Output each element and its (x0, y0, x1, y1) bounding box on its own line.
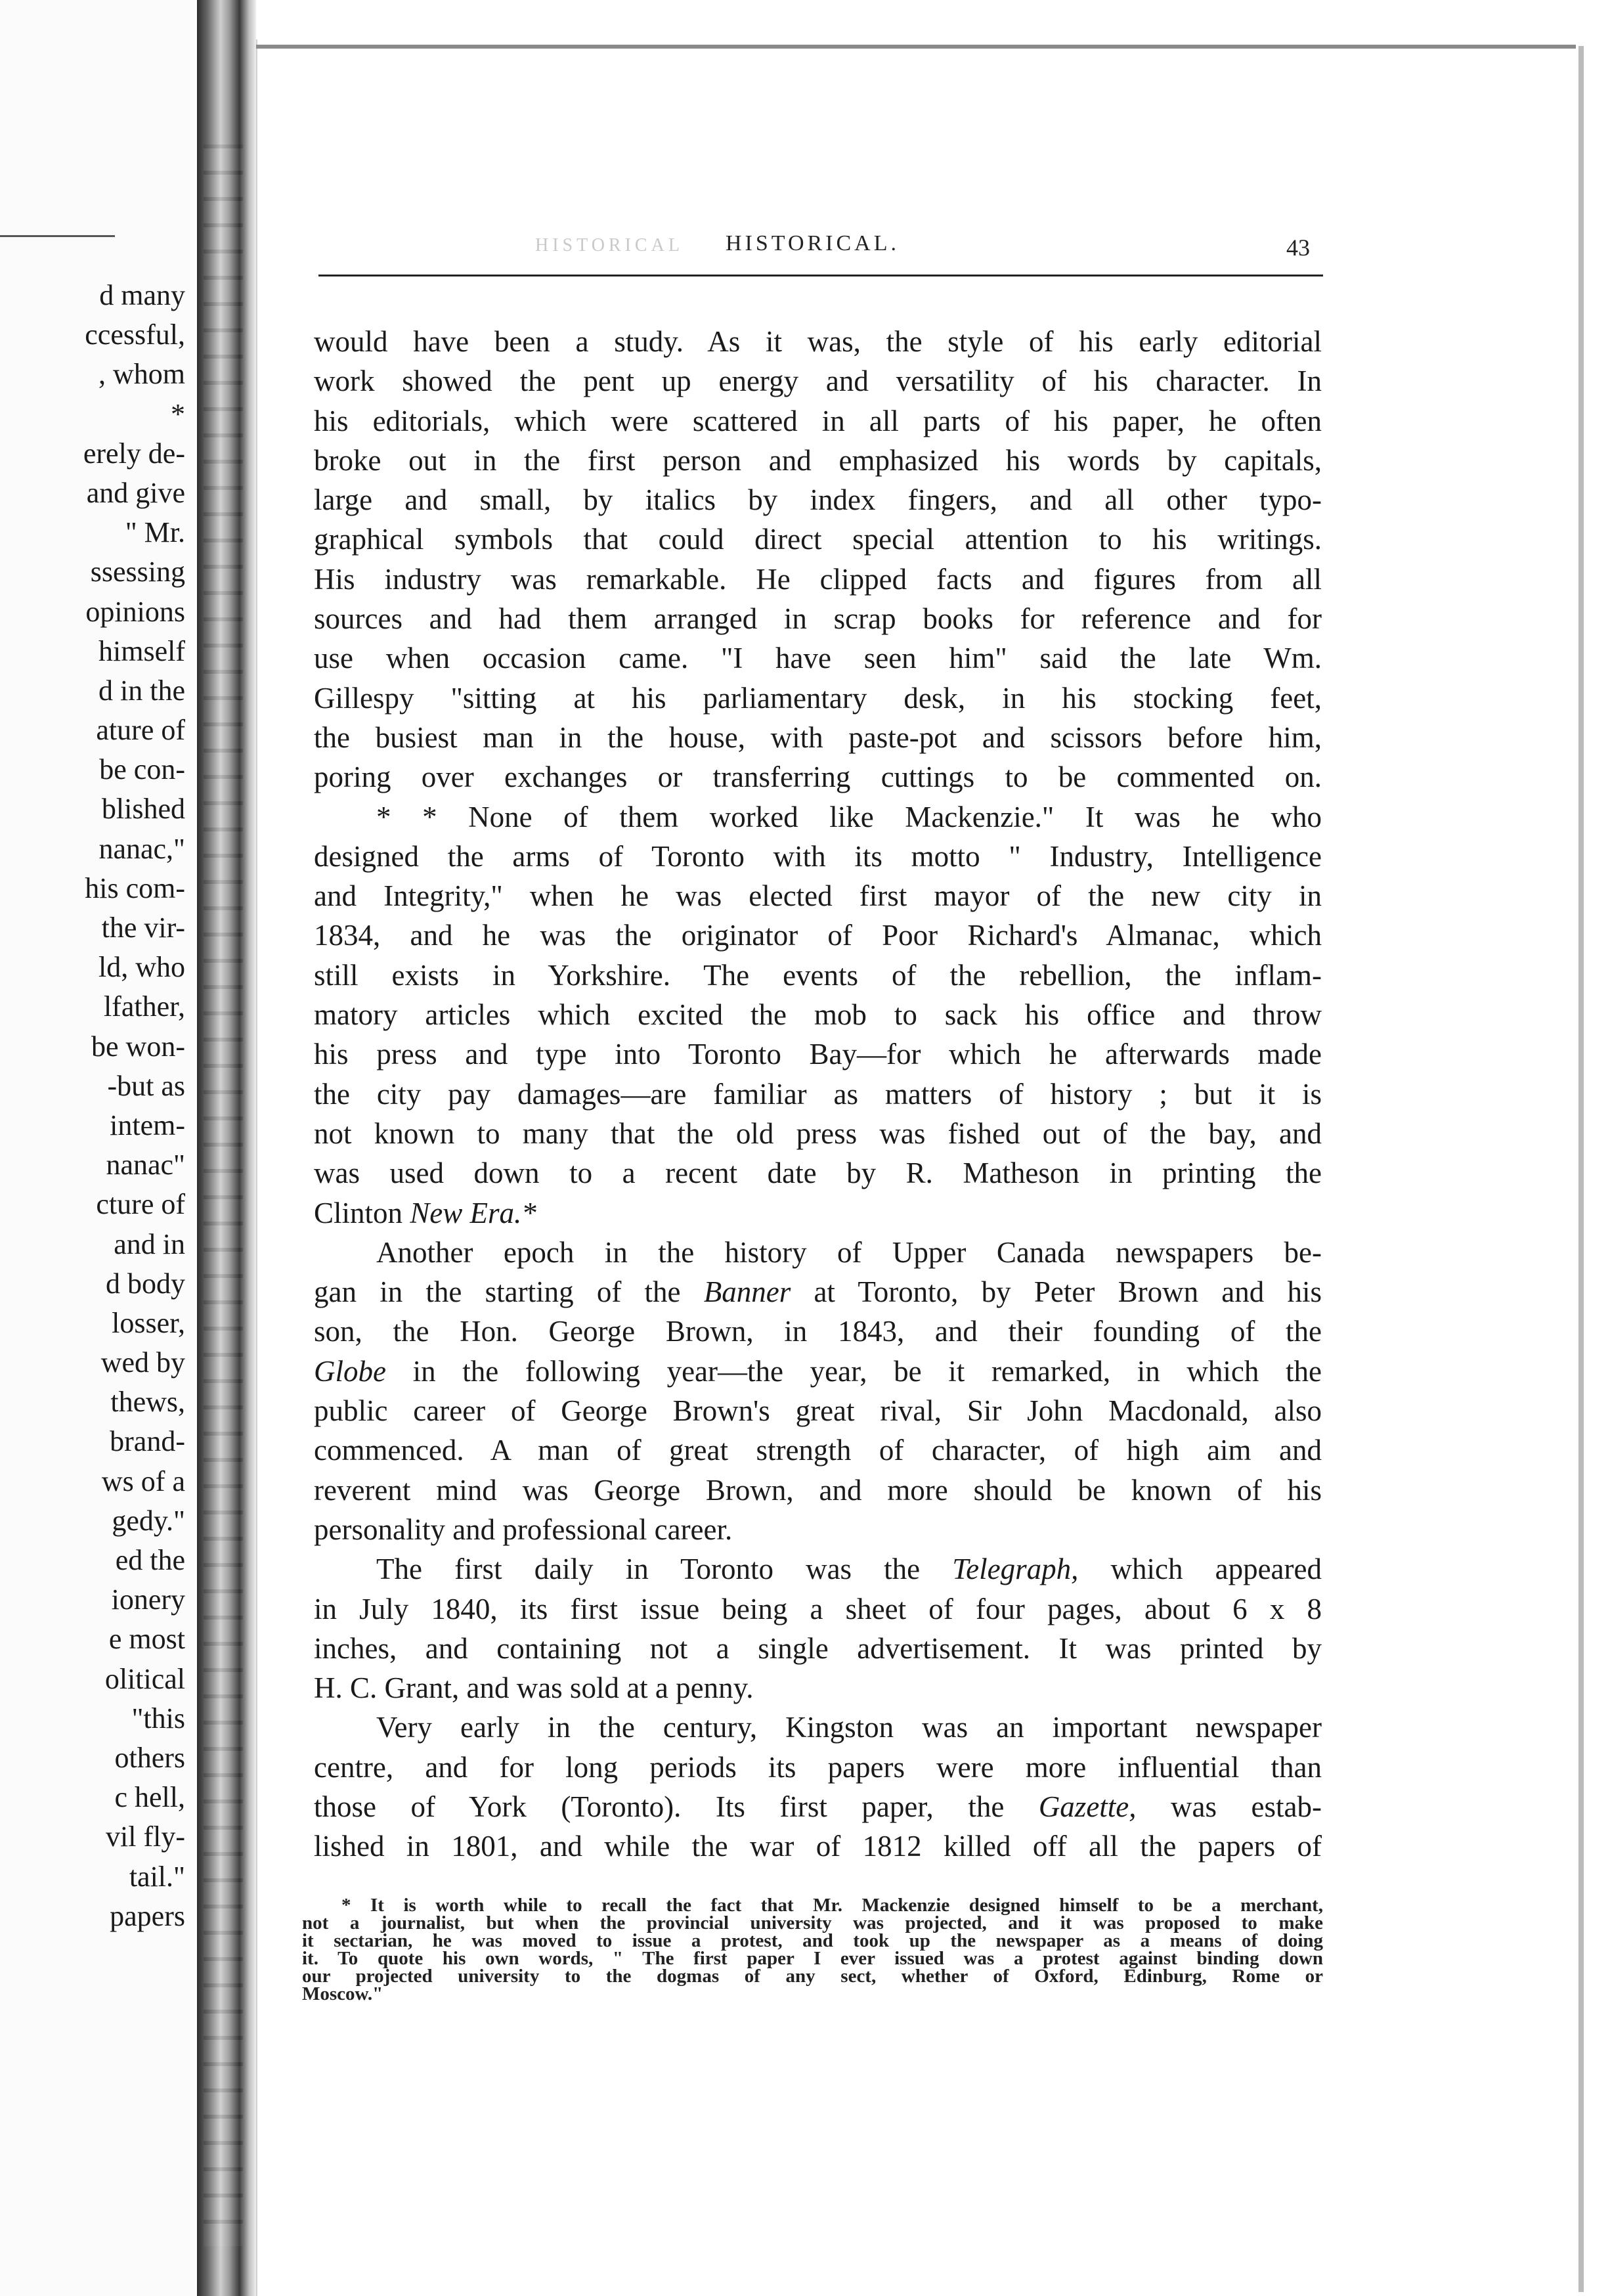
facing-page-line: nanac" (106, 1149, 185, 1181)
body-line: those of York (Toronto). Its first paper, the Gazette, was estab- (314, 1790, 1322, 1823)
body-line: lished in 1801, and while the war of 1812 killed off all the papers of (314, 1830, 1322, 1863)
body-line: inches, and containing not a single advertisement. It was printed by (314, 1631, 1322, 1665)
facing-page-line: ature of (96, 714, 185, 747)
footnote-line: our projected university to the dogmas of any sect, whether of Oxford, Edinburg, Rome or (302, 1966, 1323, 1987)
body-line: his editorials, which were scattered in all parts of his paper, he often (314, 404, 1322, 437)
facing-page-line: the vir- (101, 912, 185, 944)
body-line: The first daily in Toronto was the Telegraph, which appeared (376, 1553, 1322, 1586)
body-line: gan in the starting of the Banner at Toronto, by Peter Brown and his (314, 1275, 1322, 1309)
facing-page-line: opinions (85, 595, 185, 628)
facing-page-line: "this (131, 1702, 185, 1734)
body-line: the busiest man in the house, with paste-pot and scissors before him, (314, 720, 1322, 754)
body-line: would have been a study. As it was, the style of his early editorial (314, 325, 1322, 358)
body-line: the city pay damages—are familiar as matters of history ; but it is (314, 1077, 1322, 1111)
body-line: sources and had them arranged in scrap books for reference and for (314, 602, 1322, 636)
facing-page-line: -but as (107, 1069, 185, 1102)
body-line: commenced. A man of great strength of character, of high aim and (314, 1434, 1322, 1467)
facing-page-line: " Mr. (125, 516, 185, 549)
facing-page-line: gedy." (112, 1504, 185, 1537)
footnote (302, 1897, 1323, 2003)
running-title: HISTORICAL. (726, 231, 900, 255)
facing-page-header-rule (0, 235, 115, 237)
body-line: his press and type into Toronto Bay—for which he afterwards made (314, 1038, 1322, 1071)
body-line: personality and professional career. (314, 1512, 733, 1546)
facing-page-line: * (171, 397, 185, 430)
body-line: Clinton New Era.* (314, 1196, 536, 1229)
body-line: Very early in the century, Kingston was an important newspaper (376, 1711, 1322, 1744)
facing-page-line: intem- (110, 1109, 185, 1141)
page-number: 43 (1286, 234, 1310, 261)
body-line: was used down to a recent date by R. Matheson in printing the (314, 1157, 1322, 1190)
facing-page-line: tail." (129, 1860, 185, 1893)
book-gutter (197, 0, 256, 2296)
facing-page-line: c hell, (114, 1781, 185, 1814)
footnote-line: not a journalist, but when the provincial university was projected, and it was proposed to make (302, 1912, 1323, 1933)
body-line: centre, and for long periods its papers were more influential than (314, 1750, 1322, 1784)
body-line: not known to many that the old press was fished out of the bay, and (314, 1116, 1322, 1150)
facing-page-line: d many (99, 279, 185, 311)
facing-page-line: papers (110, 1899, 185, 1932)
body-text (314, 322, 1322, 1866)
body-line: broke out in the first person and emphasized his words by capitals, (314, 443, 1322, 477)
facing-page-line: be won- (91, 1030, 185, 1063)
facing-page-line: erely de- (83, 437, 185, 470)
body-line: in July 1840, its first issue being a sheet of four pages, about 6 x 8 (314, 1592, 1322, 1625)
body-line: designed the arms of Toronto with its motto " Industry, Intelligence (314, 839, 1322, 873)
facing-page-line: vil fly- (106, 1821, 185, 1853)
facing-page-line: ccessful, (85, 319, 185, 351)
facing-page-line: and give (86, 476, 185, 509)
body-line: His industry was remarkable. He clipped facts and figures from all (314, 562, 1322, 596)
body-line: large and small, by italics by index fingers, and all other typo- (314, 483, 1322, 517)
facing-page-line: nanac," (98, 832, 185, 865)
body-line: poring over exchanges or transferring cuttings to be commented on. (314, 761, 1322, 794)
footnote-line: it. To quote his own words, " The first paper I ever issued was a protest against binding down (302, 1948, 1323, 1969)
header-ghost-text: HISTORICAL (535, 235, 684, 255)
facing-page-line: ws of a (101, 1465, 185, 1497)
facing-page-line: thews, (110, 1386, 185, 1419)
footnote-line: * It is worth while to recall the fact that Mr. Mackenzie designed himself to be a merchant, (341, 1895, 1323, 1916)
facing-page-line: d body (106, 1267, 185, 1300)
body-line: 1834, and he was the originator of Poor Richard's Almanac, which (314, 919, 1322, 952)
facing-page-line: wed by (100, 1346, 185, 1379)
page-top-edge (256, 45, 1576, 49)
facing-page-line: be con- (99, 753, 185, 786)
facing-page-line: and in (114, 1227, 185, 1260)
facing-page-line: brand- (110, 1425, 185, 1458)
footnote-line: Moscow." (302, 1983, 383, 2004)
facing-page-line: d in the (98, 674, 185, 707)
body-line: reverent mind was George Brown, and more should be known of his (314, 1473, 1322, 1507)
facing-page-line: his com- (85, 872, 185, 904)
body-line: graphical symbols that could direct special attention to his writings. (314, 523, 1322, 556)
facing-page-left (0, 0, 197, 2296)
binding-edge (204, 144, 243, 2246)
facing-page-line: ed the (115, 1544, 185, 1576)
facing-page-line: others (114, 1741, 185, 1774)
body-line: public career of George Brown's great rival, Sir John Macdonald, also (314, 1394, 1322, 1428)
facing-page-line: losser, (112, 1306, 185, 1339)
facing-page-line: blished (101, 793, 185, 826)
facing-page-line: ssessing (90, 556, 185, 588)
facing-page-line: ionery (111, 1583, 185, 1616)
body-line: * * None of them worked like Mackenzie." It was he who (376, 800, 1322, 833)
facing-page-line: lfather, (103, 990, 185, 1023)
header-rule (318, 275, 1323, 276)
facing-page-line: cture of (96, 1188, 185, 1221)
body-line: Gillespy "sitting at his parliamentary desk, in his stocking feet, (314, 681, 1322, 715)
body-line: and Integrity," when he was elected first mayor of the new city in (314, 879, 1322, 913)
body-line: Another epoch in the history of Upper Canada newspapers be- (376, 1235, 1322, 1269)
facing-page-line: olitical (104, 1662, 185, 1695)
body-line: work showed the pent up energy and versatility of his character. In (314, 364, 1322, 398)
page-right-edge (1578, 46, 1584, 2292)
body-line: still exists in Yorkshire. The events of the rebellion, the inflam- (314, 958, 1322, 992)
facing-page-line: , whom (98, 358, 185, 391)
body-line: Globe in the following year—the year, be it remarked, in which the (314, 1354, 1322, 1388)
footnote-line: it sectarian, he was moved to issue a protest, and took up the newspaper as a means of doing (302, 1930, 1323, 1951)
facing-page-line: e most (108, 1623, 185, 1656)
facing-page-line: himself (98, 634, 185, 667)
body-line: son, the Hon. George Brown, in 1843, and their founding of the (314, 1315, 1322, 1348)
body-line: use when occasion came. "I have seen him" said the late Wm. (314, 642, 1322, 675)
body-line: H. C. Grant, and was sold at a penny. (314, 1671, 754, 1705)
facing-page-line: ld, who (98, 951, 185, 984)
facing-page-text (0, 276, 185, 1936)
body-line: matory articles which excited the mob to sack his office and throw (314, 998, 1322, 1032)
